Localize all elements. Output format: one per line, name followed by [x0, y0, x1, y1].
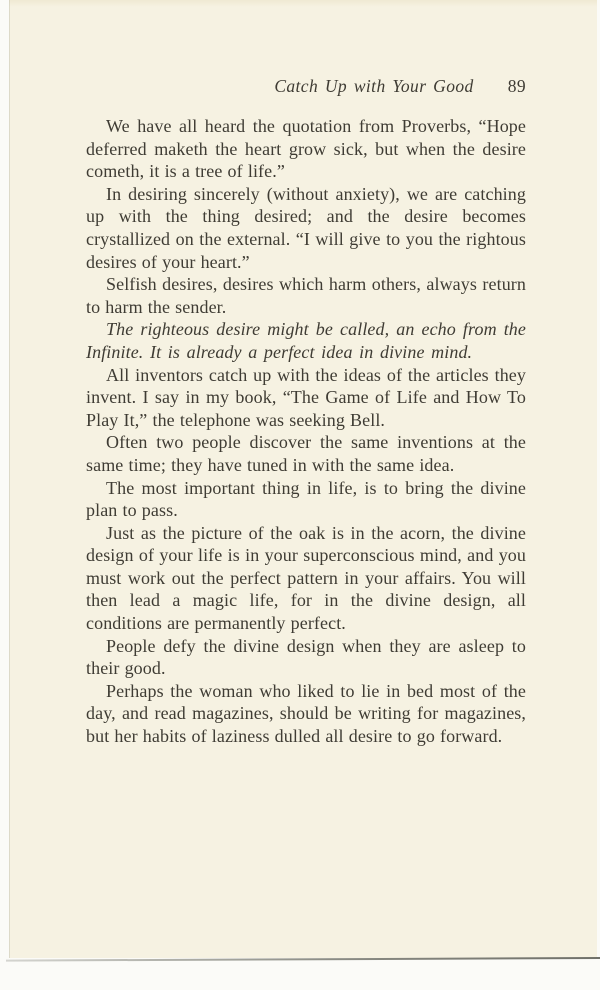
paragraph: Selfish desires, desires which harm others, always return to harm the sender. — [86, 274, 526, 317]
paragraph: All inventors catch up with the ideas of the articles they invent. I say in my book, “The Game of Life and How To Play It,” the telephone was seeking Bell. — [86, 364, 526, 430]
paragraph: Just as the picture of the oak is in the acorn, the divine design of your life is in your superconscious mind, and you must work out the perfect pattern in your affairs. You will then lead a magic life, for in the divine design, all conditions are permanently perfect. — [86, 522, 526, 634]
page-header — [86, 76, 526, 97]
paragraph: The most important thing in life, is to bring the divine plan to pass. — [86, 477, 526, 521]
italic-paragraph: The righteous desire might be called, an echo from the Infinite. It is already a perfect idea in divine mind. — [86, 319, 526, 362]
running-title: Catch Up with Your Good — [274, 76, 474, 96]
text-block — [86, 115, 526, 748]
paragraph: Often two people discover the same inventions at the same time; they have tuned in with the same idea. — [86, 432, 526, 475]
book-page — [9, 0, 597, 958]
paragraph: We have all heard the quotation from Proverbs, “Hope deferred maketh the heart grow sick, but when the desire cometh, it is a tree of life.” — [86, 116, 526, 182]
paragraph: In desiring sincerely (without anxiety), we are catching up with the thing desired; and the desire becomes crystallized on the external. “I will give to you the rightous desires of your heart.” — [86, 183, 526, 272]
page-number: 89 — [507, 76, 526, 96]
paragraph: People defy the divine design when they are asleep to their good. — [86, 635, 526, 679]
page-content — [86, 76, 526, 748]
paragraph: Perhaps the woman who liked to lie in bed most of the day, and read magazines, should be writing for magazines, but her habits of laziness dulled all desire to go forward. — [86, 680, 526, 747]
